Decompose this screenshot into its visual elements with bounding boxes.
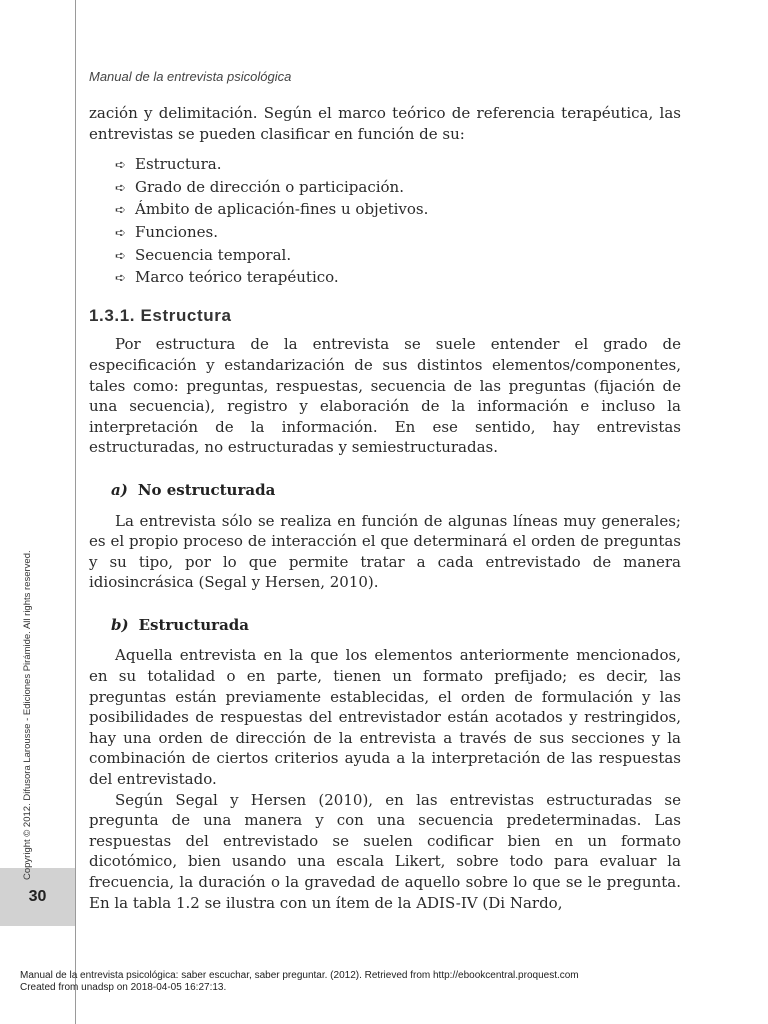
list-item-text: Ámbito de aplicación-fines u objetivos.: [135, 200, 429, 219]
subheading-title: No estructurada: [137, 480, 276, 499]
subheading-a: [89, 480, 681, 501]
arrow-right-outline-icon: ➪: [115, 203, 126, 219]
arrow-right-outline-icon: ➪: [115, 180, 126, 196]
subheading-b: [89, 615, 681, 636]
source-footer: [20, 970, 579, 994]
list-item-text: Marco teórico terapéutico.: [135, 268, 339, 287]
list-item-text: Estructura.: [135, 155, 222, 174]
list-item: [115, 177, 681, 200]
list-item: [115, 245, 681, 268]
page-number: 30: [28, 888, 47, 905]
arrow-right-outline-icon: ➪: [115, 225, 126, 241]
list-item: [115, 222, 681, 245]
footer-created: Created from unadsp on 2018-04-05 16:27:13.: [20, 982, 227, 993]
running-head: Manual de la entrevista psicológica: [89, 69, 292, 84]
list-item: [115, 199, 681, 222]
arrow-right-outline-icon: ➪: [115, 158, 126, 174]
list-item: [115, 154, 681, 177]
section-title: Estructura: [140, 305, 232, 325]
paragraph-a: La entrevista sólo se realiza en función de algunas líneas muy generales; es el propio proceso de interacción el que determinará el orden de preguntas y su tipo, por lo que permite tratar a cada entrevistado de manera idiosincrásica (Segal y Hersen, 2010).: [89, 511, 681, 592]
copyright-notice: Copyright © 2012. Difusora Larousse - Ediciones Pirámide. All rights reserved.: [22, 550, 33, 880]
list-item-text: Secuencia temporal.: [135, 245, 292, 264]
list-item-text: Grado de dirección o participación.: [135, 177, 404, 196]
section-paragraph: Por estructura de la entrevista se suele entender el grado de especificación y estandarización de sus distintos elementos/componentes, tales como: preguntas, respuestas, secuencia de las preguntas (fijación de una secuencia), registro y elaboración de la información e incluso la interpretación de la información. En ese sentido, hay entrevistas estructuradas, no estructuradas y semiestructuradas.: [89, 335, 681, 457]
intro-paragraph: zación y delimitación. Según el marco teórico de referencia terapéutica, las entrevistas se pueden clasificar en función de su:: [89, 104, 681, 143]
footer-citation: Manual de la entrevista psicológica: saber escuchar, saber preguntar. (2012). Retrieved from http://ebookcentral.proquest.com: [20, 970, 579, 981]
classification-list: [89, 154, 681, 290]
arrow-right-outline-icon: ➪: [115, 271, 126, 287]
subheading-letter: b): [111, 615, 129, 634]
page-body: [89, 103, 681, 913]
paragraph-b1: Aquella entrevista en la que los elementos anteriormente mencionados, en su totalidad o en parte, tienen un formato prefijado; es decir, las preguntas están previamente establecidas, el orden de formulación y las posibilidades de respuestas del entrevistador están acotados y restringidos, hay una orden de dirección de la entrevista a través de sus secciones y la combinación de ciertos criterios ayuda a la interpretación de las respuestas del entrevistado.: [89, 646, 681, 789]
list-item: [115, 267, 681, 290]
subheading-letter: a): [111, 480, 128, 499]
paragraph-b2: Según Segal y Hersen (2010), en las entrevistas estructuradas se pregunta de una manera y con una secuencia predeterminadas. Las respuestas del entrevistado se suelen codificar bien en un formato dicotómico, bien usando una escala Likert, sobre todo para evaluar la frecuencia, la duración o la gravedad de aquello sobre lo que se le pregunta. En la tabla 1.2 se ilustra con un ítem de la ADIS-IV (Di Nardo,: [89, 790, 681, 912]
margin-line: [75, 0, 76, 1024]
list-item-text: Funciones.: [135, 222, 218, 241]
subheading-title: Estructurada: [138, 615, 250, 634]
section-number: 1.3.1.: [89, 305, 136, 325]
section-heading: [89, 306, 681, 327]
arrow-right-outline-icon: ➪: [115, 248, 126, 264]
